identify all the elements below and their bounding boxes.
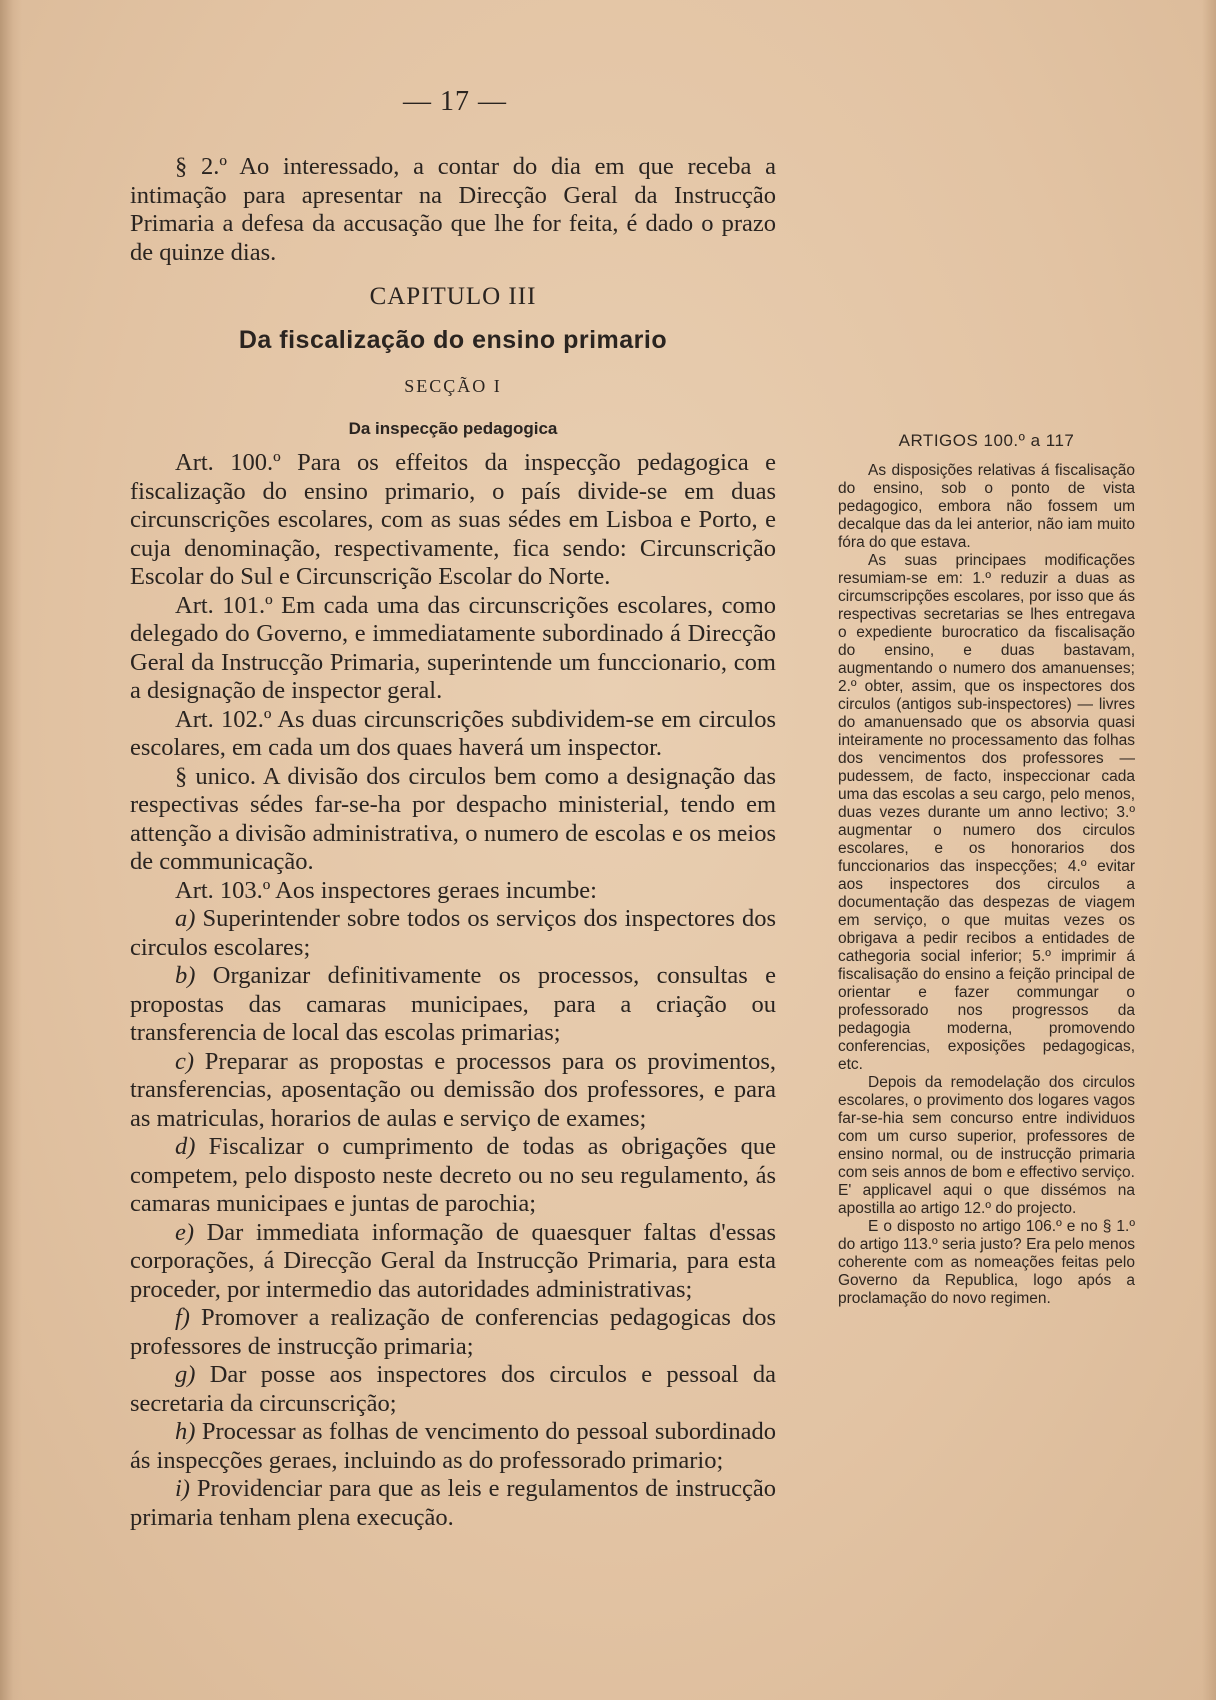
item-text: Fiscalizar o cumprimento de todas as obrigações que competem, pelo disposto neste decreto ou no seu regulamento, ás camaras municipaes e juntas de parochia;	[130, 1133, 776, 1217]
item-letter: d)	[175, 1133, 196, 1160]
article-102-unico: § unico. A divisão dos circulos bem como a designação das respectivas sédes far-se-ha por despacho ministerial, tendo em attenção a divisão administrativa, o numero de escolas e os meios de communicação.	[130, 762, 776, 875]
sidebar-commentary	[838, 432, 1135, 1308]
item-text: Preparar as propostas e processos para os provimentos, transferencias, aposentação ou demissão dos professores, e para as matriculas, horarios de aulas e serviço de exames;	[130, 1047, 777, 1132]
item-letter: h)	[175, 1418, 196, 1445]
list-item	[130, 1418, 776, 1475]
list-item	[130, 1361, 776, 1418]
page-number: — 17 —	[403, 86, 507, 117]
item-text: Processar as folhas de vencimento do pessoal subordinado ás inspecções geraes, incluindo as do professorado primario;	[130, 1418, 776, 1474]
article-102: Art. 102.º As duas circunscrições subdividem-se em circulos escolares, em cada um dos quaes haverá um inspector.	[130, 705, 776, 761]
item-letter: i)	[175, 1475, 190, 1502]
chapter-title: Da fiscalização do ensino primario	[238, 325, 668, 354]
section-heading: SECÇÃO I	[404, 376, 502, 396]
item-text: Dar immediata informação de quaesquer faltas d'essas corporações, á Direcção Geral da Instrucção Primaria, para esta proceder, por intermedio das autoridades administrativas;	[130, 1218, 777, 1303]
item-letter: c)	[175, 1047, 195, 1075]
list-item	[130, 962, 776, 1048]
item-text: Promover a realização de conferencias pedagogicas dos professores de instrucção primaria;	[130, 1304, 777, 1360]
item-letter: b)	[175, 962, 196, 989]
sidebar-paragraph: As suas principaes modificações resumiam-se em: 1.º reduzir a duas as circumscripções escolares, por isso que ás respectivas secretarias se lhes entregava o expediente burocratico da fiscalisação do ensino, e duas bastavam, augmentando o numero dos amanuenses; 2.º obter, assim, que os inspectores dos circulos (antigos sub-inspectores) — livres do amanuensado que os absorvia quasi inteiramente no processamento das folhas dos vencimentos dos professores — pudessem, de facto, inspeccionar cada uma das escolas a seu cargo, pelo menos, duas vezes durante um anno lectivo; 3.º augmentar o numero dos circulos escolares, e os honorarios dos funccionarios das inspecções; 4.º evitar aos inspectores dos circulos a documentação das despezas de viagem em serviço, o que muitas vezes os obrigava a pedir recibos a entidades de cathegoria social inferior; 5.º imprimir á fiscalisação do ensino a feição principal de orientar e fazer commungar o professorado nos progressos da pedagogia moderna, promovendo conferencias, exposições pedagogicas, etc.	[838, 552, 1135, 1073]
item-letter: f)	[175, 1304, 190, 1331]
item-letter: a)	[175, 905, 196, 932]
item-text: Organizar definitivamente os processos, consultas e propostas das camaras municipaes, para a criação ou transferencia de local das escolas primarias;	[130, 962, 776, 1046]
item-letter: e)	[175, 1218, 195, 1246]
article-100: Art. 100.º Para os effeitos da inspecção pedagogica e fiscalização do ensino primario, o país divide-se em duas circunscrições escolares, com as suas sédes em Lisboa e Porto, e cuja denominação, respectivamente, fica sendo: Circunscrição Escolar do Sul e Circunscrição Escolar do Norte.	[130, 449, 776, 590]
list-item	[130, 905, 776, 962]
list-item	[130, 1304, 776, 1361]
item-text: Dar posse aos inspectores dos circulos e pessoal da secretaria da circunscrição;	[130, 1361, 776, 1417]
paragraph-intro: § 2.º Ao interessado, a contar do dia em que receba a intimação para apresentar na Direcção Geral da Instrucção Primaria a defesa da accusação que lhe for feita, é dado o prazo de quinze dias.	[130, 153, 776, 266]
chapter-heading: CAPITULO III	[369, 283, 537, 310]
article-103: Art. 103.º Aos inspectores geraes incumbe:	[175, 876, 597, 904]
section-title: Da inspecção pedagogica	[348, 418, 558, 438]
sidebar-paragraph: E o disposto no artigo 106.º e no § 1.º do artigo 113.º seria justo? Era pelo menos coherente com as nomeações feitas pelo Governo da Republica, logo após a proclamação do novo regimen.	[838, 1218, 1135, 1307]
page-right-edge	[1202, 0, 1216, 1700]
list-item	[130, 1133, 776, 1219]
list-item	[130, 1219, 776, 1305]
item-letter: g)	[175, 1361, 196, 1388]
sidebar-paragraph: Depois da remodelação dos circulos escolares, o provimento dos logares vagos far-se-hia sem concurso entre individuos com um curso superior, professores de ensino normal, ou de instrucção primaria com seis annos de bom e effectivo serviço. E' applicavel aqui o que dissémos na apostilla ao artigo 12.º do projecto.	[838, 1074, 1135, 1217]
list-item	[130, 1475, 776, 1532]
list-item	[130, 1048, 776, 1134]
page-left-edge	[0, 0, 22, 1700]
article-101: Art. 101.º Em cada uma das circunscrições escolares, como delegado do Governo, e immediatamente subordinado á Direcção Geral da Instrucção Primaria, superintende um funccionario, com a designação de inspector geral.	[130, 591, 776, 704]
sidebar-paragraph: As disposições relativas á fiscalisação do ensino, sob o ponto de vista pedagogico, embora não fossem um decalque das da lei anterior, não iam muito fóra do que estava.	[838, 462, 1135, 551]
item-text: Providenciar para que as leis e regulamentos de instrucção primaria tenham plena execução.	[130, 1475, 777, 1531]
main-text-column	[130, 153, 776, 1532]
sidebar-title: ARTIGOS 100.º a 117	[898, 431, 1075, 450]
item-text: Superintender sobre todos os serviços dos inspectores dos circulos escolares;	[130, 905, 776, 961]
